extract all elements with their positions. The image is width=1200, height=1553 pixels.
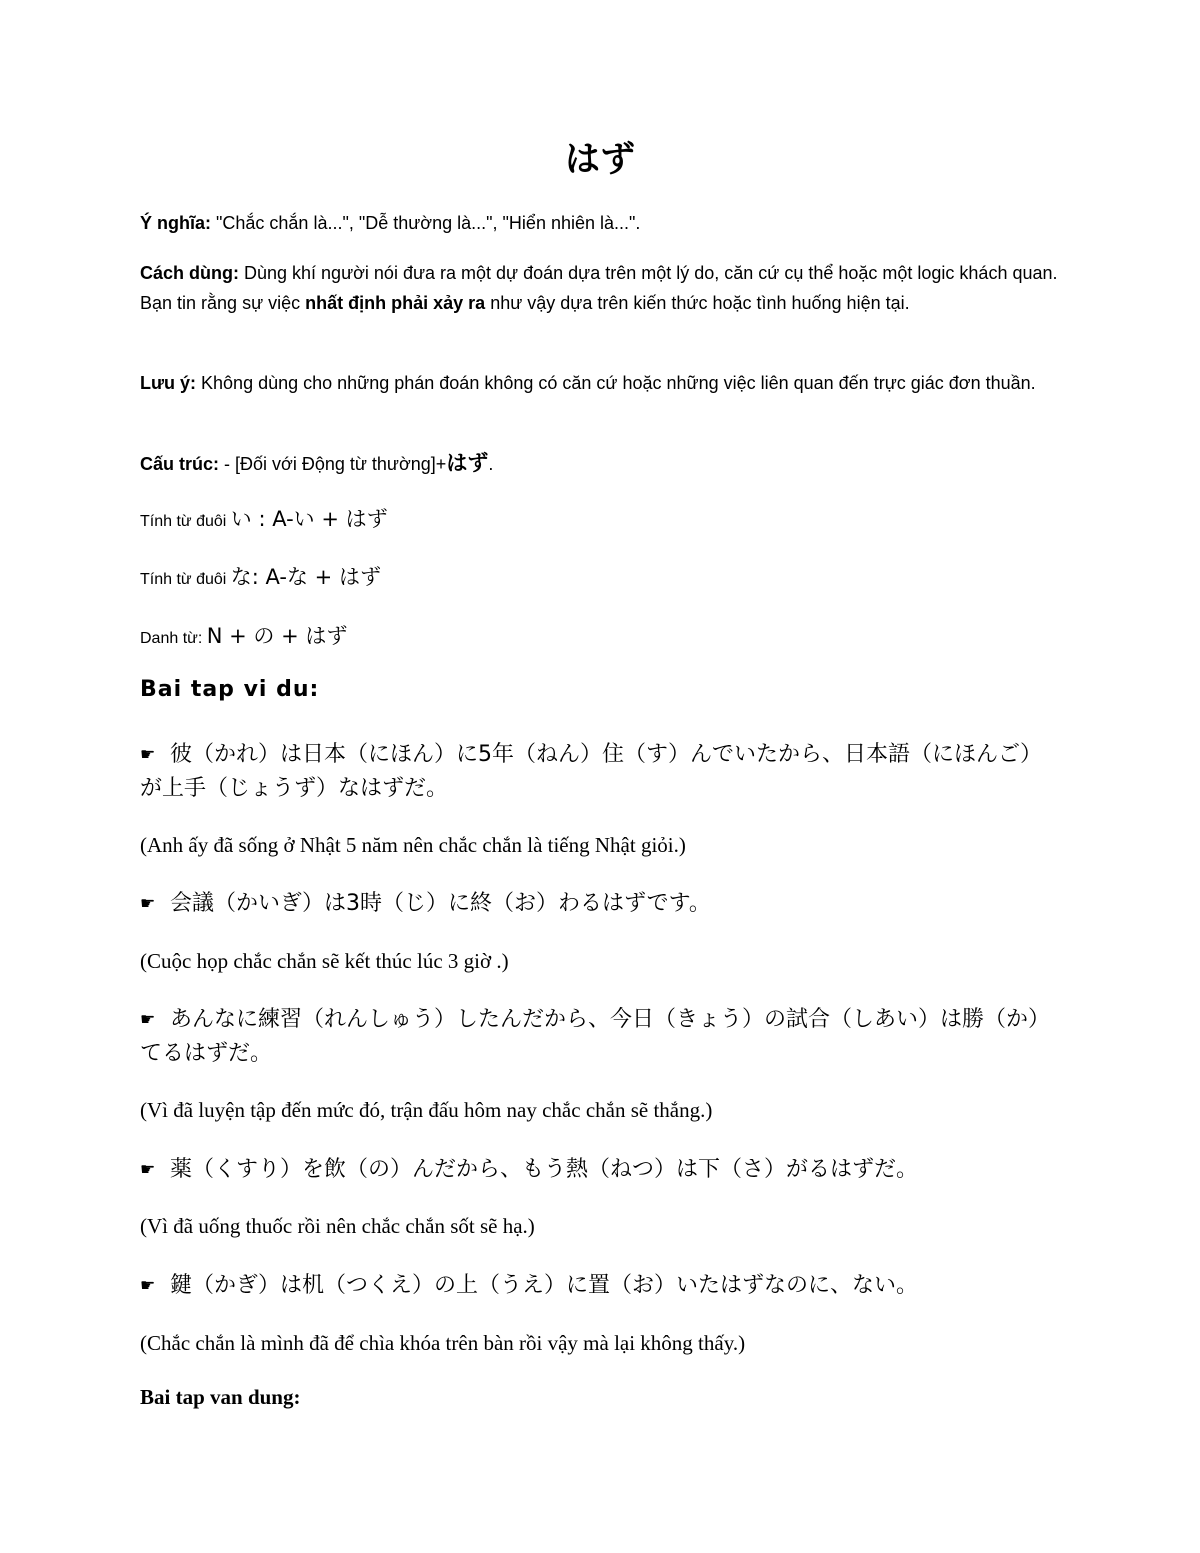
noun-line (140, 621, 1060, 654)
structure-jp: はず (446, 451, 489, 475)
structure-paragraph (140, 448, 1060, 479)
hand-pointer-icon: ☛ (140, 745, 156, 765)
example-jp (140, 738, 1060, 805)
hand-pointer-icon: ☛ (140, 1276, 156, 1296)
usage-paragraph (140, 258, 1060, 318)
example-jp-text: 会議（かいぎ）は3時（じ）に終（お）わるはずです。 (170, 891, 711, 916)
adj-i-jp: い : A-い + はず (230, 507, 388, 531)
example-jp-text: 鍵（かぎ）は机（つくえ）の上（うえ）に置（お）いたはずなのに、ない。 (170, 1273, 919, 1298)
noun-label: Danh từ: (140, 630, 207, 647)
example-jp (140, 1003, 1060, 1070)
adj-na-jp: な: A-な + はず (230, 565, 381, 589)
example-jp (140, 887, 1060, 921)
hand-pointer-icon: ☛ (140, 894, 156, 914)
usage-text-before: Dùng khí người nói đưa ra một dự đoán dựa trên một lý do, căn cứ cụ thể hoặc một logic khách quan. Bạn tin rằng sự việc (140, 263, 1058, 313)
example-jp (140, 1269, 1060, 1303)
example-jp (140, 1153, 1060, 1187)
adj-na-label: Tính từ đuôi (140, 571, 231, 588)
example-vi: (Vì đã luyện tập đến mức đó, trận đấu hôm nay chắc chắn sẽ thắng.) (140, 1098, 713, 1122)
adj-i-label: Tính từ đuôi (140, 513, 231, 530)
note-label: Lưu ý: (140, 373, 197, 393)
page-title: はず (564, 140, 635, 180)
usage-emphasis: nhất định phải xảy ra (305, 293, 486, 313)
example-jp-text: 薬（くすり）を飲（の）んだから、もう熱（ねつ）は下（さ）がるはずだ。 (170, 1157, 919, 1182)
adj-na-line (140, 562, 1060, 595)
practice-heading: Bai tap van dung: (140, 1385, 301, 1409)
noun-jp: N + の + はず (206, 624, 348, 648)
hand-pointer-icon: ☛ (140, 1010, 156, 1030)
examples-heading: Bai tap vi du: (140, 677, 320, 702)
structure-text: - [Đối với Động từ thường]+ (219, 454, 447, 474)
adj-i-line (140, 504, 1060, 537)
structure-end: . (488, 454, 494, 474)
example-vi: (Cuộc họp chắc chắn sẽ kết thúc lúc 3 giờ .) (140, 949, 509, 973)
hand-pointer-icon: ☛ (140, 1160, 156, 1180)
note-text: Không dùng cho những phán đoán không có căn cứ hoặc những việc liên quan đến trực giác đơn thuần. (196, 373, 1036, 393)
example-vi: (Vì đã uống thuốc rồi nên chắc chắn sốt sẽ hạ.) (140, 1214, 535, 1238)
usage-label: Cách dùng: (140, 263, 239, 283)
usage-text-after: như vậy dựa trên kiến thức hoặc tình huống hiện tại. (485, 293, 910, 313)
example-vi: (Anh ấy đã sống ở Nhật 5 năm nên chắc chắn là tiếng Nhật giỏi.) (140, 833, 686, 857)
meaning-label: Ý nghĩa: (140, 213, 211, 233)
example-vi: (Chắc chắn là mình đã để chìa khóa trên bàn rồi vậy mà lại không thấy.) (140, 1331, 746, 1355)
structure-label: Cấu trúc: (140, 454, 220, 474)
example-jp-text: あんなに練習（れんしゅう）したんだから、今日（きょう）の試合（しあい）は勝（か）てるはずだ。 (140, 1007, 1051, 1066)
note-paragraph (140, 368, 1060, 398)
example-jp-text: 彼（かれ）は日本（にほん）に5年（ねん）住（す）んでいたから、日本語（にほんご）が上手（じょうず）なはずだ。 (140, 742, 1043, 801)
meaning-text: "Chắc chắn là...", "Dễ thường là...", "Hiển nhiên là...". (211, 213, 641, 233)
meaning-paragraph (140, 208, 1060, 238)
